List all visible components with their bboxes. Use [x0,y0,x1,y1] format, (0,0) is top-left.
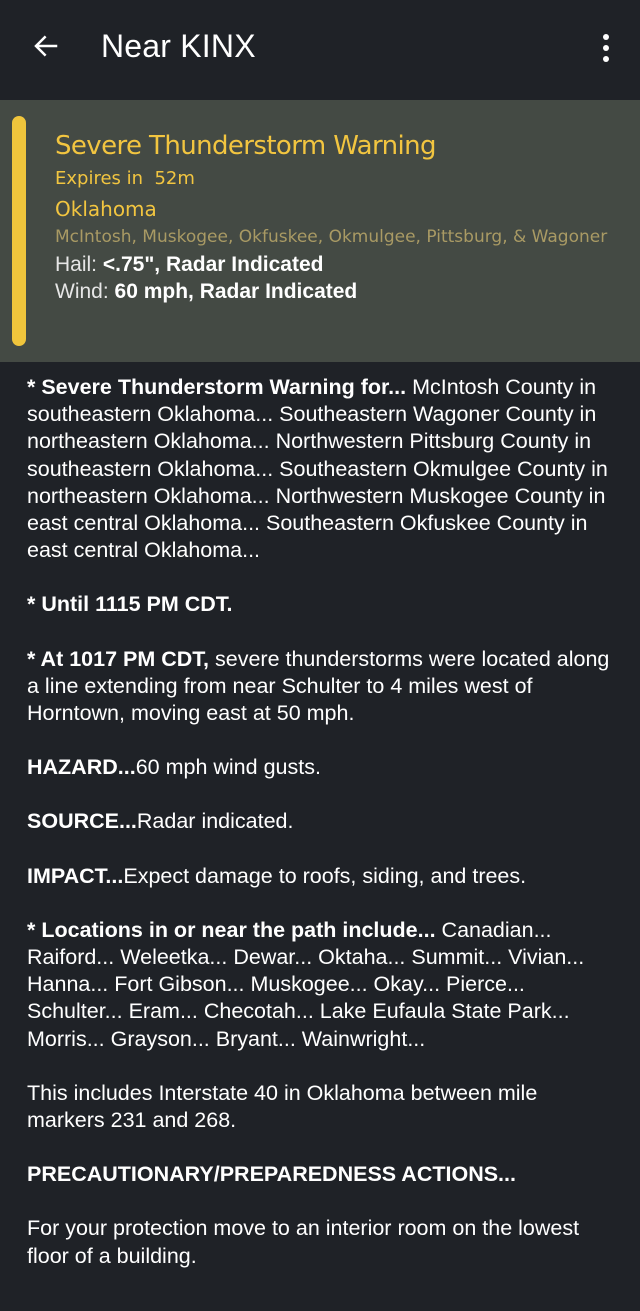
hail-value: <.75", Radar Indicated [102,253,324,276]
warning-counties: McIntosh, Muskogee, Okfuskee, Okmulgee, Pittsburg, & Wagoner [55,227,608,247]
detail-areas-text: McIntosh County in southeastern Oklahoma... Southeastern Wagoner County in northeastern Oklahoma... Northwestern Pittsburg County in southeastern Oklahoma... Southeastern Okmulgee County in northeastern Oklahoma... Northwestern Muskogee County in east central Oklahoma... Southeastern Okfuskee County in east central Oklahoma... [27,375,608,563]
detail-hazard [27,754,617,781]
warning-details [27,374,617,1297]
detail-locations-lead: * Locations in or near the path include... [27,917,436,942]
detail-hazard-text: 60 mph wind gusts. [135,755,321,780]
warning-state: Oklahoma [55,197,157,221]
wind-value: 60 mph, Radar Indicated [114,280,358,303]
detail-actions-lead: PRECAUTIONARY/PREPAREDNESS ACTIONS... [27,1162,516,1187]
detail-actions [27,1161,617,1188]
warning-summary-card [0,100,640,362]
detail-until-lead: * Until 1115 PM CDT. [27,592,233,617]
warning-expires: Expires in 52m [55,168,195,189]
warning-summary-content [55,128,620,305]
warning-title: Severe Thunderstorm Warning [55,131,436,161]
detail-until [27,591,617,618]
detail-locations [27,917,617,1053]
detail-impact-text: Expect damage to roofs, siding, and trees. [123,863,527,888]
hail-label: Hail: [55,253,103,276]
warning-wind [55,278,620,305]
detail-location [27,646,617,728]
detail-areas [27,374,617,564]
wind-label: Wind: [55,280,115,303]
detail-location-text: severe thunderstorms were located along a line extending from near Schulter to 4 miles west of Horntown, moving east at 50 mph. [27,646,610,726]
more-vertical-icon[interactable] [594,28,618,68]
detail-location-lead: * At 1017 PM CDT, [27,646,210,671]
detail-locations-text: Canadian... Raiford... Weleetka... Dewar... Oktaha... Summit... Vivian... Hanna... Fort Gibson... Muskogee... Okay... Pierce... Schulter... Eram... Checotah... Lake Eufaula State Park... Morris... Grayson... Bryant... Wainwright... [27,917,585,1051]
warning-accent-bar [12,116,26,346]
detail-source [27,808,617,835]
arrow-left-icon[interactable] [28,28,64,64]
detail-areas-lead: * Severe Thunderstorm Warning for... [27,375,407,399]
detail-protection: For your protection move to an interior room on the lowest floor of a building. [27,1216,580,1268]
detail-impact [27,863,617,890]
page-title: Near KINX [101,28,256,64]
detail-hazard-lead: HAZARD... [27,755,136,780]
detail-source-lead: SOURCE... [27,809,137,834]
warning-hail [55,251,620,278]
detail-source-text: Radar indicated. [136,809,294,834]
detail-interstate: This includes Interstate 40 in Oklahoma between mile markers 231 and 268. [27,1080,538,1133]
detail-impact-lead: IMPACT... [27,863,124,888]
app-bar [0,0,640,100]
